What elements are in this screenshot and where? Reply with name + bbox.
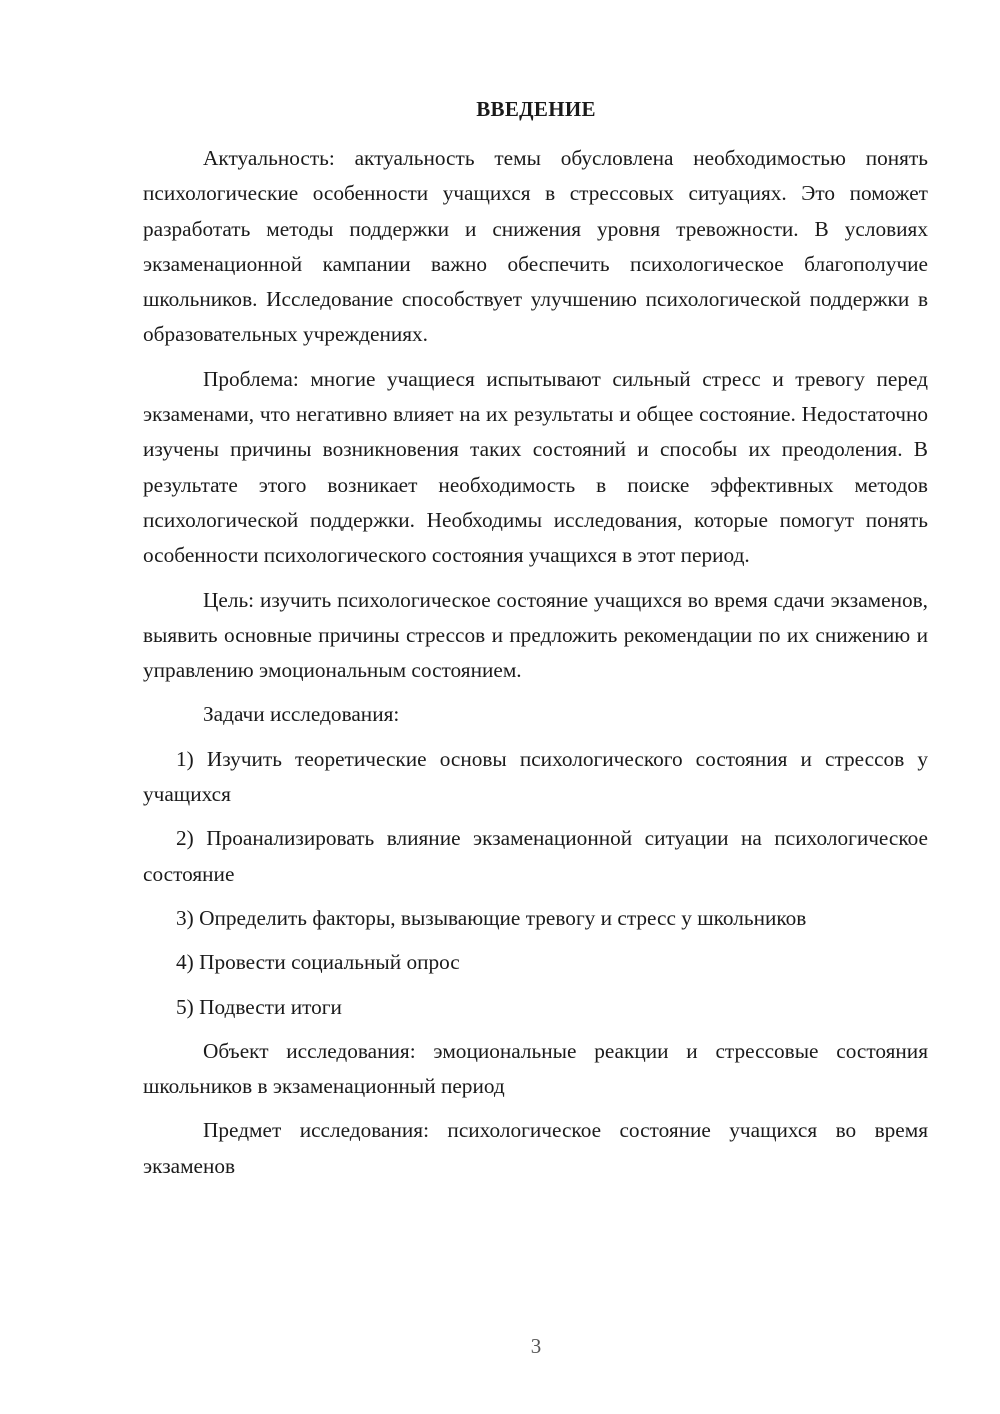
paragraph-problem: Проблема: многие учащиеся испытывают сильный стресс и тревогу перед экзаменами, что негативно влияет на их результаты и общее состояние. Недостаточно изучены причины возникновения таких состояний и способы их преодоления. В результате этого возникает необходимость в поиске эффективных методов психологической поддержки. Необходимы исследования, которые помогут понять особенности психологического состояния учащихся в этот период. [143, 366, 928, 568]
list-item-task-4: 4) Провести социальный опрос [176, 950, 460, 975]
document-body [143, 141, 928, 1184]
list-item-task-2: 2) Проанализировать влияние экзаменационной ситуации на психологическое состояние [143, 826, 928, 886]
paragraph-tasks-heading: Задачи исследования: [203, 702, 400, 727]
list-item-task-3: 3) Определить факторы, вызывающие тревогу и стресс у школьников [176, 905, 807, 930]
list-item-task-5: 5) Подвести итоги [176, 994, 342, 1019]
paragraph-relevance: Актуальность: актуальность темы обусловлена необходимостью понять психологические особенности учащихся в стрессовых ситуациях. Это поможет разработать методы поддержки и снижения уровня тревожности. В условиях экзаменационной кампании важно обеспечить психологическое благополучие школьников. Исследование способствует улучшению психологической поддержки в образовательных учреждениях. [143, 146, 928, 347]
paragraph-subject: Предмет исследования: психологическое состояние учащихся во время экзаменов [143, 1118, 928, 1178]
page-number: 3 [530, 1334, 542, 1358]
page-title: ВВЕДЕНИЕ [476, 97, 596, 121]
paragraph-object: Объект исследования: эмоциональные реакции и стрессовые состояния школьников в экзаменационный период [143, 1038, 928, 1099]
paragraph-goal: Цель: изучить психологическое состояние учащихся во время сдачи экзаменов, выявить основные причины стрессов и предложить рекомендации по их снижению и управлению эмоциональным состоянием. [143, 587, 928, 683]
list-item-task-1: 1) Изучить теоретические основы психологического состояния и стрессов у учащихся [143, 746, 928, 807]
